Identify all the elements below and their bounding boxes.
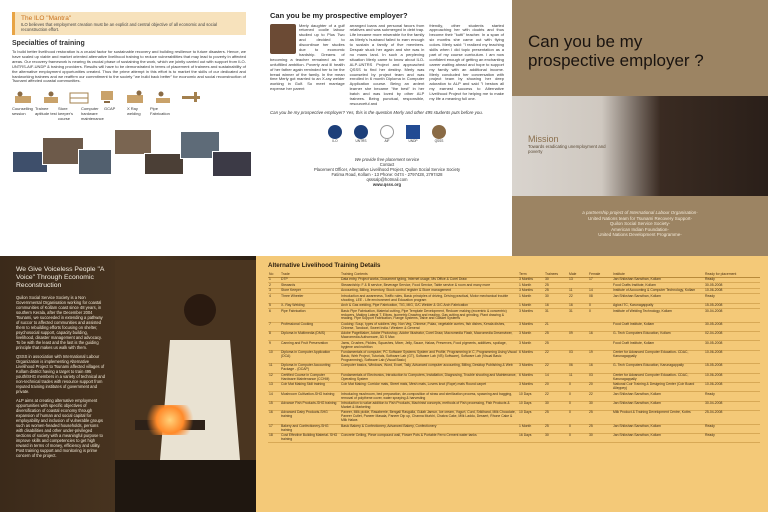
gcap-icon bbox=[124, 89, 146, 105]
table-cell: Three Wheeler bbox=[280, 294, 340, 303]
computer-icon bbox=[96, 89, 118, 105]
table-cell: Introduction to value addition to Fish Products, Machinist concepts, methods of Fish processing, Fish Products & Market & Marketing bbox=[340, 401, 518, 410]
contact-website: www.qsss.org bbox=[372, 181, 402, 187]
table-cell: Stewardship: F & B service, Beverage Service, Food Service, Table service & room and many more bbox=[340, 283, 518, 289]
table-cell: Professional Cooking bbox=[280, 322, 340, 331]
tailoring-icon bbox=[12, 89, 34, 105]
table-cell: Paneer, Milk pickle, Rasaberrie, Bengali Rasgulla, Gulab Jamun, Ice cream, Yogurt, Curd, Sriklhand, Milk Chocolate, Paneer Cutlet, Paneer Masala, Paneer Dip up, Channa Murkhi, Chakra Cake, Milk Laddu, Dessert, Rhone Cake & Milk Halwa bbox=[340, 411, 518, 424]
contact-email: qsssalp@hotmail.com bbox=[366, 176, 408, 182]
training-photo bbox=[144, 153, 184, 175]
table-cell: 1 bbox=[268, 277, 280, 283]
table-cell: Certified Course in Computer Hardware Maintenance (CCHM) bbox=[280, 373, 340, 382]
table-cell: 9 bbox=[268, 341, 280, 350]
table-cell: 6 Months bbox=[518, 350, 544, 363]
contact-line: Placement Officer, Alternative Livelihood Project, Quilon Social Service Society bbox=[313, 166, 461, 172]
table-cell: 17 bbox=[268, 424, 280, 433]
training-photo bbox=[114, 129, 152, 155]
table-cell: X- Ray Welding bbox=[280, 303, 340, 309]
story-column bbox=[350, 24, 425, 107]
table-cell: Diploma in Multimedia (DMS) bbox=[280, 332, 340, 341]
table-row bbox=[268, 382, 760, 391]
table-cell: DTP bbox=[280, 277, 340, 283]
table-header: No bbox=[268, 272, 280, 277]
table-row bbox=[268, 294, 760, 303]
welding-spark bbox=[140, 405, 200, 435]
table-cell: 30 bbox=[544, 401, 568, 410]
table-cell: Fundamentals of Electronics, Introduction to Computers, Installation, Diagnosing, Trouble shooting and Maintenance, Operating System bbox=[341, 372, 517, 381]
mantra-box bbox=[12, 12, 246, 35]
table-cell: 25 bbox=[544, 332, 568, 341]
table-cell: 0 bbox=[568, 424, 588, 433]
table-cell: 30 bbox=[544, 433, 568, 442]
story-text: Merly daughter of a gulf returned coolie labour studied up to Plus Two and decided to discontinue her studies due to economic hardship. Dreams of becoming a teacher remained as her unfulfilled ambition. Poverty and ill health of her father again reminded her to be the bread winner of the family. In the mean time Merly got married to an X-ray welder working in Gulf. So meet marriage expense her parent bbox=[270, 22, 345, 92]
table-cell: Advance Fish Products-SHG training bbox=[280, 401, 340, 410]
table-cell: 16 bbox=[588, 332, 612, 341]
table-cell: Basic Pipe Fabrication, Material cutting, Pipe Template Development, Reducer making (eccentric & concentric) reducers, Making Lateral T, Elbow, Isometric Drawing and reading, Gas cutting and grinding, Plant drawing & reading, Pipe Support Fabrication, Flange Systems, Valve and Gasket Systems bbox=[340, 309, 518, 322]
pipe-icon bbox=[180, 89, 202, 105]
table-cell: 1 Month bbox=[518, 303, 544, 309]
table-cell: G- Tech Computers Education, Karunagappally bbox=[612, 364, 704, 373]
table-cell: Stewards bbox=[280, 283, 340, 289]
table-cell: 03 bbox=[568, 350, 588, 363]
table-cell: Agios ITC, Karunagappally bbox=[612, 303, 704, 309]
table-cell: 30 bbox=[588, 433, 612, 442]
table-row bbox=[268, 341, 760, 350]
story-columns bbox=[270, 24, 504, 107]
untrs-logo: UNTRS bbox=[354, 125, 368, 143]
table-cell: 16 bbox=[568, 303, 588, 309]
mantra-text: ILO believes that employment creation must be an explicit and central objective of all economic and social reconstruction effort. bbox=[21, 22, 217, 32]
undp-logo: UNDP bbox=[406, 125, 420, 143]
table-cell: 25 bbox=[588, 424, 612, 433]
table-cell: 30-05-2008 bbox=[704, 341, 760, 350]
table-cell: 15-05-2008 bbox=[704, 303, 760, 309]
table-cell: 10 bbox=[268, 350, 280, 363]
table-row bbox=[268, 350, 760, 363]
mantra-title: The ILO "Mantra" bbox=[21, 15, 72, 22]
table-cell: 25 bbox=[544, 288, 568, 294]
table-row bbox=[268, 401, 760, 410]
table-cell: 08 bbox=[588, 294, 612, 303]
table-cell: 8 bbox=[268, 332, 280, 341]
table-row bbox=[268, 392, 760, 401]
partnership-line: United Nations Development Programme- bbox=[598, 232, 682, 238]
table-cell: 0 bbox=[568, 411, 588, 424]
table-cell: 16 bbox=[544, 303, 568, 309]
table-body bbox=[268, 277, 760, 442]
icon-label: Trainee aptitude test bbox=[35, 106, 57, 116]
table-cell: Coir Mat Making: Corridor mats, Street mats, Mesh mats, Lovers knot (Rope) mats Round carpet bbox=[340, 382, 518, 391]
table-cell: Jan Shikshan Sansthan, Kollam bbox=[612, 424, 704, 433]
table-cell: 5 bbox=[268, 303, 280, 309]
table-cell: 11 bbox=[268, 364, 280, 373]
table-cell: 14 bbox=[588, 288, 612, 294]
table-header: Term bbox=[518, 272, 544, 277]
table-cell: Store Keeper bbox=[280, 288, 340, 294]
table-cell: 22 bbox=[544, 392, 568, 401]
table-cell bbox=[568, 322, 588, 331]
table-cell: 30-05-2008 bbox=[704, 283, 760, 289]
specialties-text: To build better livelihood restoration is a crucial factor for sustainable recovery and building resilience to future disasters. Hence, we have scaled up viable and market oriented alternative livelihood training to reduce vulnerabilities that may lead to poverty in affected areas. Our recovery framework is nearing its crucial phase of sustaining the work, which we jointly carried out with support from ILO-UNTRS-AIF-UNDP & training providers. Results will have to be demonstrated in terms of placement of trainees and sustainability of the alternative employment opportunities created. Thus the prime attempt in this effort is to market the skills of our dedicated and hardworking trainees and we reaffirm our commitment to the society "we build back better" for economic and social reconstruction of Tsunami affected coastal communities. bbox=[12, 49, 246, 84]
table-cell: Food Craft Institute, Kollam bbox=[612, 341, 704, 350]
training-labels bbox=[12, 107, 246, 125]
table-cell: 02-04-2008 bbox=[704, 332, 760, 341]
table-cell: Data entry, Project works, Document typing, Internet usage, Ms Office & Corel Draw bbox=[340, 277, 518, 283]
table-cell: 6 Months bbox=[518, 373, 544, 382]
training-photo bbox=[78, 149, 112, 175]
prospective-title: Can you be my prospective employer? bbox=[270, 11, 408, 20]
story-text: friendly, other students started approaching her with doubts and thus become their "kutti" teacher. In a span of six months she came out with flying colors. Merly said: "I realized my teaching skills when I did topic presentation as a part of my course curriculum. I am now confident enough of getting an enchanting career waiting ahead and hope to support my family with an additional income. Merly concluded her conversation with project team by showing her deep adoration to ALP and said "I bestow all my earnest success to Alternative Livelihood Project for helping me to make my life a meaning full one. bbox=[429, 22, 505, 102]
table-cell: Adobe PageMaker, Adobe Photoshop, Adobe Illustrator, Corel Draw, Macromedia Flash, Macromedia Dreamviwer, Macromedia Authorware, 3D S Max bbox=[340, 332, 518, 341]
table-cell: 10 Days bbox=[518, 411, 544, 424]
story-column bbox=[429, 24, 504, 107]
contact-block bbox=[270, 157, 504, 187]
table-cell: G- Tech Computers Education, Kollam bbox=[612, 332, 704, 341]
table-cell: Introduction and awareness, Traffic rules, Basic principles of driving, Driving practical, Motor mechanical trouble shooting, LEE - Life environment and Education program bbox=[340, 294, 518, 303]
voiceless-title: We Give Voiceless People "A Voice" Through Economic Reconstruction bbox=[16, 266, 105, 289]
table-cell: 25 bbox=[544, 283, 568, 289]
table-row bbox=[268, 364, 760, 373]
table-cell: 3 Months bbox=[518, 382, 544, 391]
aif-logo: AIF bbox=[380, 125, 394, 143]
table-cell: Advanced Dairy Products-SHG training bbox=[280, 411, 340, 424]
story-column bbox=[270, 24, 345, 107]
table-cell: 16 bbox=[268, 411, 280, 424]
table-cell: Jan Shikshan Sansthan, Kollam bbox=[612, 294, 704, 303]
table-cell: Food Craft Institute, Kollam bbox=[612, 322, 704, 331]
icon-label: Computer hardware maintenance bbox=[81, 106, 104, 121]
table-cell: 10-06-2008 bbox=[704, 350, 760, 363]
table-cell: 2 bbox=[268, 283, 280, 289]
table-row bbox=[268, 424, 760, 433]
table-cell: 3 Months bbox=[518, 309, 544, 322]
table-cell: 22 bbox=[544, 350, 568, 363]
table-cell: Cost Effective Building Material- SHG training bbox=[280, 433, 340, 442]
table-cell: 30 bbox=[544, 294, 568, 303]
table-cell: 16 Days bbox=[518, 433, 544, 442]
table-cell bbox=[588, 322, 612, 331]
table-cell: 3 Month bbox=[518, 341, 544, 350]
table-cell: Diploma in Computer Application (DCA) bbox=[280, 350, 340, 363]
table-cell: Institute of Accounting & Computer Technology, Kollam bbox=[612, 288, 704, 294]
table-cell: Diploma in Computer Accounting Package - (DCAP) bbox=[280, 364, 340, 373]
table-cell: 30-05-2008 bbox=[704, 322, 760, 331]
table-cell bbox=[588, 341, 612, 350]
table-cell: 3 Months bbox=[518, 288, 544, 294]
mission-text: Towards eradicating unemployment and poverty bbox=[528, 144, 606, 154]
table-cell: Basic Bakery & Confectionery, Advanced Bakery, Confectionery bbox=[340, 424, 518, 433]
partnership-block bbox=[512, 210, 768, 238]
qsss-logo: QSSS bbox=[432, 125, 446, 143]
prospective-panel bbox=[256, 0, 512, 256]
icon-label: Counselling session bbox=[12, 106, 33, 116]
table-cell: Concrete Ceiling, Piece compound wall, Flower Pots & Portable Ferro Cement water tanks bbox=[340, 433, 518, 442]
voiceless-text bbox=[16, 295, 106, 458]
table-cell: 3 bbox=[268, 288, 280, 294]
table-cell: 13 bbox=[268, 382, 280, 391]
table-cell: Accounting, Billing, Inventory, Stock control register & Store management bbox=[340, 288, 518, 294]
table-cell: 22 bbox=[544, 364, 568, 373]
table-cell: 11 bbox=[568, 288, 588, 294]
icon-label: Store keeper's course bbox=[58, 106, 73, 121]
training-icons bbox=[12, 89, 246, 105]
table-cell: 25 bbox=[588, 411, 612, 424]
table-cell: Pipe Fabrication bbox=[280, 309, 340, 322]
table-cell: 4 bbox=[268, 294, 280, 303]
table-cell: Jan Shikshan Sansthan, Kollam bbox=[612, 401, 704, 410]
table-row bbox=[268, 411, 760, 424]
partner-logos bbox=[270, 125, 504, 143]
table-header: Trainees bbox=[544, 272, 568, 277]
table-cell: 14 bbox=[268, 392, 280, 401]
voiceless-paragraph: QSSS in association with International Labour Organization is implementing Alternative Livelihood Project to Tsunami affected villages of Kollam district having a target to train 495 youth/SHG members in a variety of technical and non-technical trades with resource support from reputed training institutes of government and private. bbox=[16, 354, 105, 394]
specialties-panel bbox=[0, 0, 256, 256]
table-cell: 3 Months bbox=[518, 277, 544, 283]
table-header: Institute bbox=[612, 272, 704, 277]
table-cell: 21 bbox=[544, 322, 568, 331]
mission-block bbox=[528, 134, 608, 154]
table-header: Male bbox=[568, 272, 588, 277]
contact-line: Fatima Road, Kollam - 13 Phone: 0474 - 2797428, 2797428 bbox=[331, 171, 443, 177]
table-cell: Cooking: Soup, types of soldiers Veg. Non Veg, Chinese, Pulao, vegetable curries, fish dishes, Kerala dishes, Chinese, Tandoori, Sweet India / Western & General bbox=[340, 322, 518, 331]
table-cell: Fundamentals of computer, PC Software Systems System and Profile, Programming in C, Programming Using Visual Basic, Web Project, Tutorials, Software Lab (GT), Software Lab (VB) Software), Software Lab (Visual Basic Programming), Software Lab (Visual Basic) bbox=[341, 350, 517, 362]
table-cell: 25 bbox=[544, 341, 568, 350]
table-cell: 12 bbox=[268, 373, 280, 382]
training-photos bbox=[12, 129, 246, 199]
table-cell: 18 bbox=[268, 433, 280, 442]
xray-icon bbox=[152, 89, 174, 105]
table-row bbox=[268, 433, 760, 442]
table-row bbox=[268, 373, 760, 382]
table-cell: 03 bbox=[588, 373, 612, 382]
contact-label: Contact bbox=[379, 161, 395, 167]
table-cell: 0 bbox=[588, 303, 612, 309]
table-cell: 10 Days bbox=[518, 401, 544, 410]
table-cell: National Coir Training & Designing Center (Coir Board Alleppey) bbox=[612, 382, 704, 391]
table-cell: 06 bbox=[568, 364, 588, 373]
table-cell: 11 bbox=[568, 373, 588, 382]
table-row bbox=[268, 332, 760, 341]
table-header: Ready for placement bbox=[704, 272, 760, 277]
table-cell: Ready bbox=[704, 277, 760, 283]
table-cell: 10-06-2008 bbox=[704, 288, 760, 294]
cover-title: Can you be my prospective employer ? bbox=[528, 32, 704, 70]
mission-title: Mission bbox=[528, 134, 559, 144]
table-cell: 6 bbox=[268, 309, 280, 322]
partnership-line: Quilon Social Service Society- bbox=[609, 221, 671, 227]
ilo-logo: ILO bbox=[328, 125, 342, 143]
table-cell: 30-04-2008 bbox=[704, 309, 760, 322]
table-cell: 1 Month bbox=[518, 283, 544, 289]
table-cell: 15-05-2008 bbox=[704, 364, 760, 373]
table-row bbox=[268, 322, 760, 331]
table-cell: Introducing mushroom, bed preparation, de-composition of straw and sterilization process, spawning and bagging, removal of polythene cover, water spraying & harvesting bbox=[340, 392, 518, 401]
table-cell: Institute of Welding Technology, Kollam bbox=[612, 309, 704, 322]
table-cell: 31 bbox=[568, 309, 588, 322]
table-cell: Ready bbox=[704, 424, 760, 433]
table-cell: 1 Month bbox=[518, 424, 544, 433]
icon-label: GCAP bbox=[104, 106, 116, 112]
table-cell: Center for Advanced Computer Education- CDAC, Karunagappally bbox=[612, 350, 704, 363]
training-table bbox=[268, 272, 760, 443]
icon-label: X Ray welding bbox=[127, 106, 141, 116]
table-cell: 30-04-2008 bbox=[704, 401, 760, 410]
table-cell: 1 Month bbox=[518, 294, 544, 303]
table-cell: Jan Shikshan Sansthan, Kollam bbox=[612, 433, 704, 442]
icon-label: Pipe Fabrication bbox=[150, 106, 170, 116]
table-cell: Arch & Gas welding, Pipe Fabrication, TIG, MIG, G/C Welder & G/C Arch Fabrication bbox=[340, 303, 518, 309]
table-cell: 19 bbox=[588, 350, 612, 363]
table-cell: 30 bbox=[544, 277, 568, 283]
table-cell: 09 bbox=[568, 332, 588, 341]
table-cell: Jams, Crushes, Pickles, Squashes, Mixer, Jelly, Sauce, Halwa, Preserves, Food pigments, additives, spoilage, hygiene and nutrition bbox=[340, 341, 518, 350]
table-cell: 0 bbox=[568, 382, 588, 391]
prospective-question: Can you be my prospective employer? Yes, this is the question Merly and other 495 students puts before you. bbox=[270, 109, 483, 115]
merly-photo bbox=[270, 24, 296, 54]
table-cell: 17 bbox=[588, 277, 612, 283]
table-cell: 0 bbox=[568, 392, 588, 401]
table-cell: 20 bbox=[588, 382, 612, 391]
story-text: arranged loans and personal favors from relatives and was submerged in debt trap. Life became more miserable for the family as Merly's husband failed to earn enough to sustain a family of five members. Despair stuck her again and she was in no mans land. In such a perplexing situation Merly came to know about ILO-ALP-UNTRS Project and approached QSSS to find her destiny. Merly was counseled by project team and was enrolled in 6 month Diploma in Computer Application course. Being an ardent learner she became "the best" in her batch and was loved by other ALP trainees. Being punctual, responsible, resourceful and bbox=[349, 22, 425, 106]
table-cell: 30 bbox=[588, 401, 612, 410]
table-cell: Center for Advanced Computer Education- CDAC, Karunagappally bbox=[612, 373, 704, 382]
specialties-title: Specialties of training bbox=[12, 40, 85, 47]
table-cell: 3 Months bbox=[518, 322, 544, 331]
table-cell: 22 bbox=[588, 392, 612, 401]
table-cell: 10-06-2008 bbox=[704, 382, 760, 391]
table-cell: 0 bbox=[568, 401, 588, 410]
table-cell: Coir Mat Making Skill training bbox=[280, 382, 340, 391]
training-photo bbox=[212, 151, 252, 177]
table-cell: Mushroom Cultivation-SHG training bbox=[280, 392, 340, 401]
table-cell: 22 bbox=[568, 294, 588, 303]
table-cell: Ready bbox=[704, 433, 760, 442]
table-cell: 0 bbox=[588, 309, 612, 322]
table-cell bbox=[568, 341, 588, 350]
table-header: Training Contents bbox=[340, 272, 518, 277]
table-cell: 0 bbox=[568, 433, 588, 442]
welder-photo bbox=[115, 260, 256, 512]
table-cell: 25 bbox=[544, 411, 568, 424]
table-cell: 14 bbox=[544, 373, 568, 382]
table-cell: 25-04-2008 bbox=[704, 411, 760, 424]
table-cell: Bakery and Confectionery-SHG training bbox=[280, 424, 340, 433]
table-title: Alternative Livelihood Training Details bbox=[268, 262, 381, 269]
trainee-icon bbox=[40, 89, 62, 105]
table-header: Trade bbox=[280, 272, 340, 277]
table-cell: 31 bbox=[544, 309, 568, 322]
table-cell: Food Crafts Institute, Kollam bbox=[612, 283, 704, 289]
table-cell: Ready bbox=[704, 392, 760, 401]
table-cell: 10 Days bbox=[518, 392, 544, 401]
table-cell: 20 bbox=[544, 382, 568, 391]
table-cell: 7 bbox=[268, 322, 280, 331]
partnership-line: a partnership project of International Labour Organisation- bbox=[582, 210, 698, 215]
store-icon bbox=[68, 89, 90, 105]
table-cell: 3 Month bbox=[518, 332, 544, 341]
partnership-line: American Indian Foundation- bbox=[611, 226, 669, 232]
partnership-line: United Nations team for Tsunami Recovery Support- bbox=[588, 215, 692, 221]
table-cell: 15 bbox=[268, 401, 280, 410]
training-table-panel bbox=[256, 256, 768, 512]
voiceless-paragraph: ALP aims at creating alternative employment opportunities with specific objectives of diversification of coastal economy through expansion of human and social capital for employability and inclusion of vulnerable groups such as women-headed households, persons with disabilities and other under-privileged sections of society with a meaningful purpose to improve skills and competencies to get high reward in terms of money, efficiency and utility. Post training support and monitoring is prime concern of the project. bbox=[16, 398, 103, 458]
table-cell: 10-06-2008 bbox=[704, 373, 760, 382]
cover-panel bbox=[512, 0, 768, 256]
table-cell: 16 bbox=[588, 364, 612, 373]
table-cell: Jan Shikshan Sansthan, Kollam bbox=[612, 277, 704, 283]
table-cell: Computer basics, Windows, Word, Excel, Tally, Advanced computer accounting, Billing, Desktop Publishing & Web bbox=[340, 364, 518, 373]
table-cell: Jan Shikshan Sansthan, Kollam bbox=[612, 392, 704, 401]
table-row bbox=[268, 309, 760, 322]
table-cell: 13 bbox=[568, 277, 588, 283]
table-header: Female bbox=[588, 272, 612, 277]
contact-intro: We provide free placement service bbox=[354, 156, 420, 162]
table-cell: Milk Product & Training Development Centre, Kottrs bbox=[612, 411, 704, 424]
voiceless-paragraph: Quilon Social Service Society is a Non Governmental Organisation working for coastal communities of Kollam coast since 48 years, in southern Kerala, after the December 2004 Tsunami, we succeeded in extending a pathway of succor to affected communities and assisted them to rebuilding efforts focusing on shelter, psychosocial support, capacity building, livelihood, disaster management and advocacy. To be with the least and the last is the guiding principle that makes us walk with them. bbox=[16, 295, 103, 350]
table-cell: Ready bbox=[704, 294, 760, 303]
table-cell: 3 Months bbox=[518, 364, 544, 373]
table-cell: 25 bbox=[544, 424, 568, 433]
table-cell: Canning and Fruit Preservation bbox=[280, 341, 340, 350]
